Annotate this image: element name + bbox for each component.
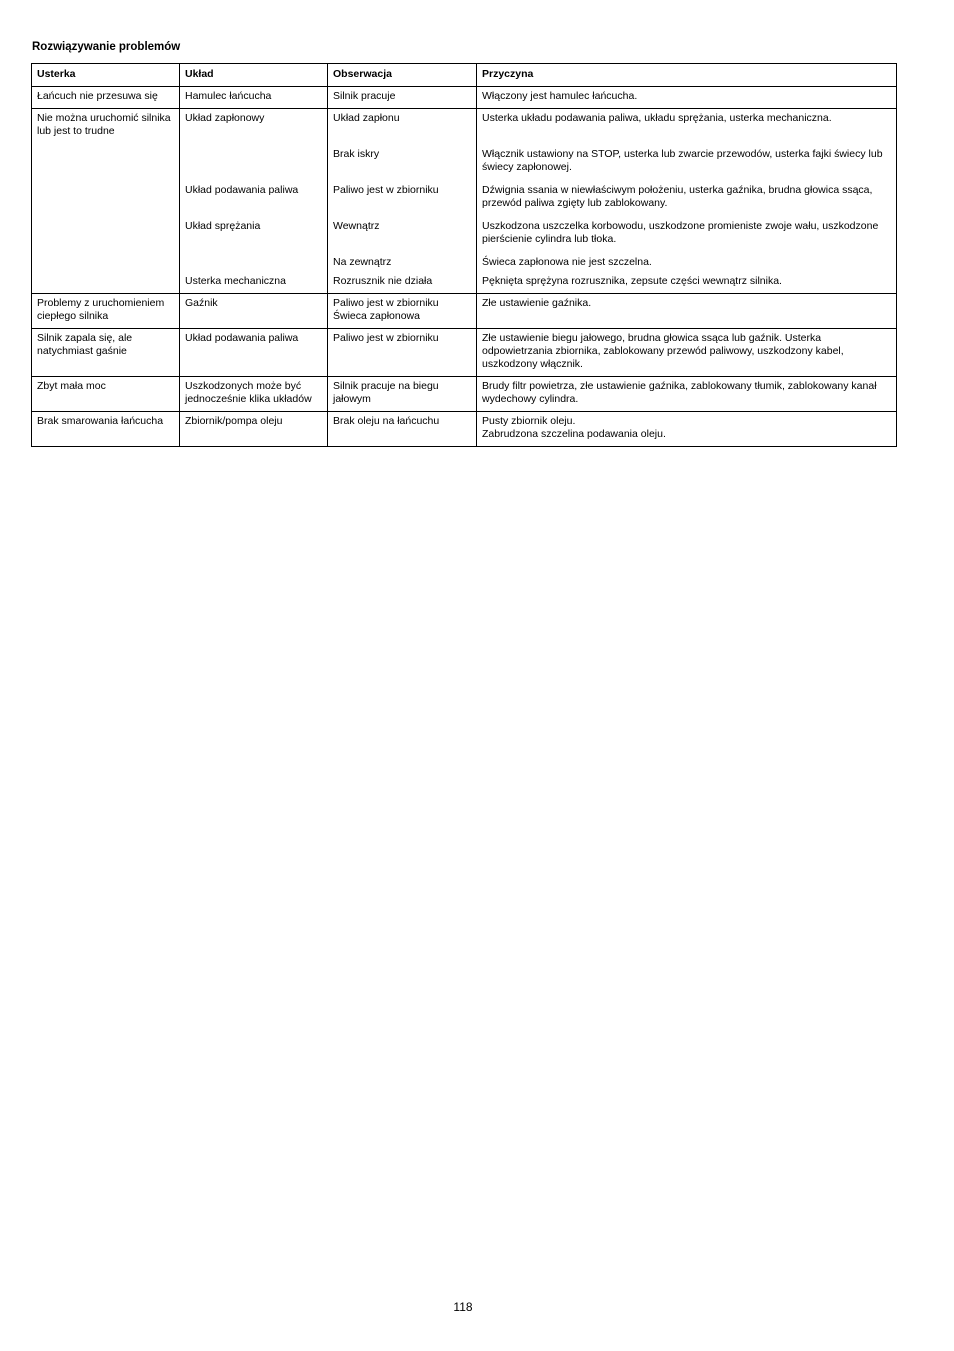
cell-przyczyna: Złe ustawienie gaźnika. bbox=[477, 294, 897, 329]
cell-line: Paliwo jest w zbiorniku bbox=[333, 297, 439, 309]
cell-przyczyna: Włącznik ustawiony na STOP, usterka lub zwarcie przewodów, usterka fajki świecy lub świecy zapłonowej. bbox=[477, 141, 897, 177]
cell-przyczyna: Złe ustawienie biegu jałowego, brudna głowica ssąca lub gaźnik. Usterka odpowietrzania zbiornika, zablokowany przewód paliwowy, uszkodzony kabel, uszkodzony włącznik. bbox=[477, 329, 897, 377]
cell-usterka bbox=[32, 141, 180, 177]
cell-uklad: Układ podawania paliwa bbox=[180, 177, 328, 213]
table-row bbox=[32, 329, 897, 377]
cell-uklad: Gaźnik bbox=[180, 294, 328, 329]
cell-usterka: Nie można uruchomić silnika lub jest to trudne bbox=[32, 109, 180, 142]
cell-przyczyna bbox=[477, 412, 897, 447]
cell-obserwacja: Silnik pracuje bbox=[328, 87, 477, 109]
header-usterka: Usterka bbox=[32, 64, 180, 87]
cell-obserwacja: Paliwo jest w zbiorniku bbox=[328, 177, 477, 213]
cell-obserwacja: Wewnątrz bbox=[328, 213, 477, 249]
header-uklad: Układ bbox=[180, 64, 328, 87]
cell-line: Pusty zbiornik oleju. bbox=[482, 415, 576, 427]
cell-uklad: Zbiornik/pompa oleju bbox=[180, 412, 328, 447]
cell-usterka bbox=[32, 177, 180, 213]
cell-przyczyna: Usterka układu podawania paliwa, układu sprężania, usterka mechaniczna. bbox=[477, 109, 897, 142]
table-row bbox=[32, 109, 897, 142]
table-row bbox=[32, 377, 897, 412]
cell-przyczyna: Uszkodzona uszczelka korbowodu, uszkodzone promieniste zwoje wału, uszkodzone pierścienie cylindra lub tłoka. bbox=[477, 213, 897, 249]
cell-usterka: Problemy z uruchomieniem ciepłego silnika bbox=[32, 294, 180, 329]
cell-usterka bbox=[32, 213, 180, 249]
cell-obserwacja: Rozrusznik nie działa bbox=[328, 272, 477, 294]
cell-uklad: Usterka mechaniczna bbox=[180, 272, 328, 294]
cell-obserwacja bbox=[328, 294, 477, 329]
cell-przyczyna: Brudy filtr powietrza, złe ustawienie gaźnika, zablokowany tłumik, zablokowany kanał wydechowy cylindra. bbox=[477, 377, 897, 412]
cell-obserwacja: Silnik pracuje na biegu jałowym bbox=[328, 377, 477, 412]
cell-uklad bbox=[180, 141, 328, 177]
cell-usterka bbox=[32, 249, 180, 272]
cell-obserwacja: Brak iskry bbox=[328, 141, 477, 177]
cell-przyczyna: Włączony jest hamulec łańcucha. bbox=[477, 87, 897, 109]
table-row bbox=[32, 177, 897, 213]
table-row bbox=[32, 294, 897, 329]
table-row bbox=[32, 412, 897, 447]
cell-przyczyna: Pęknięta sprężyna rozrusznika, zepsute części wewnątrz silnika. bbox=[477, 272, 897, 294]
cell-line: Świeca zapłonowa bbox=[333, 310, 420, 322]
cell-uklad: Uszkodzonych może być jednocześnie klika układów bbox=[180, 377, 328, 412]
table-row bbox=[32, 141, 897, 177]
troubleshooting-table bbox=[31, 63, 897, 447]
cell-obserwacja: Na zewnątrz bbox=[328, 249, 477, 272]
cell-line: Zabrudzona szczelina podawania oleju. bbox=[482, 428, 666, 440]
cell-przyczyna: Świeca zapłonowa nie jest szczelna. bbox=[477, 249, 897, 272]
header-przyczyna: Przyczyna bbox=[477, 64, 897, 87]
page-number: 118 bbox=[453, 1300, 473, 1314]
cell-obserwacja: Układ zapłonu bbox=[328, 109, 477, 142]
page-title: Rozwiązywanie problemów bbox=[32, 41, 181, 53]
cell-obserwacja: Paliwo jest w zbiorniku bbox=[328, 329, 477, 377]
cell-usterka: Zbyt mała moc bbox=[32, 377, 180, 412]
cell-uklad: Układ podawania paliwa bbox=[180, 329, 328, 377]
cell-uklad bbox=[180, 249, 328, 272]
cell-usterka bbox=[32, 272, 180, 294]
cell-uklad: Hamulec łańcucha bbox=[180, 87, 328, 109]
cell-uklad: Układ sprężania bbox=[180, 213, 328, 249]
table-row bbox=[32, 249, 897, 272]
cell-przyczyna: Dźwignia ssania w niewłaściwym położeniu, usterka gaźnika, brudna głowica ssąca, przewód paliwa zgięty lub zablokowany. bbox=[477, 177, 897, 213]
cell-obserwacja: Brak oleju na łańcuchu bbox=[328, 412, 477, 447]
table-row bbox=[32, 272, 897, 294]
cell-usterka: Brak smarowania łańcucha bbox=[32, 412, 180, 447]
header-obserwacja: Obserwacja bbox=[328, 64, 477, 87]
table-row bbox=[32, 213, 897, 249]
table-row bbox=[32, 87, 897, 109]
cell-usterka: Łańcuch nie przesuwa się bbox=[32, 87, 180, 109]
cell-usterka: Silnik zapala się, ale natychmiast gaśnie bbox=[32, 329, 180, 377]
cell-uklad: Układ zapłonowy bbox=[180, 109, 328, 142]
table-header-row bbox=[32, 64, 897, 87]
